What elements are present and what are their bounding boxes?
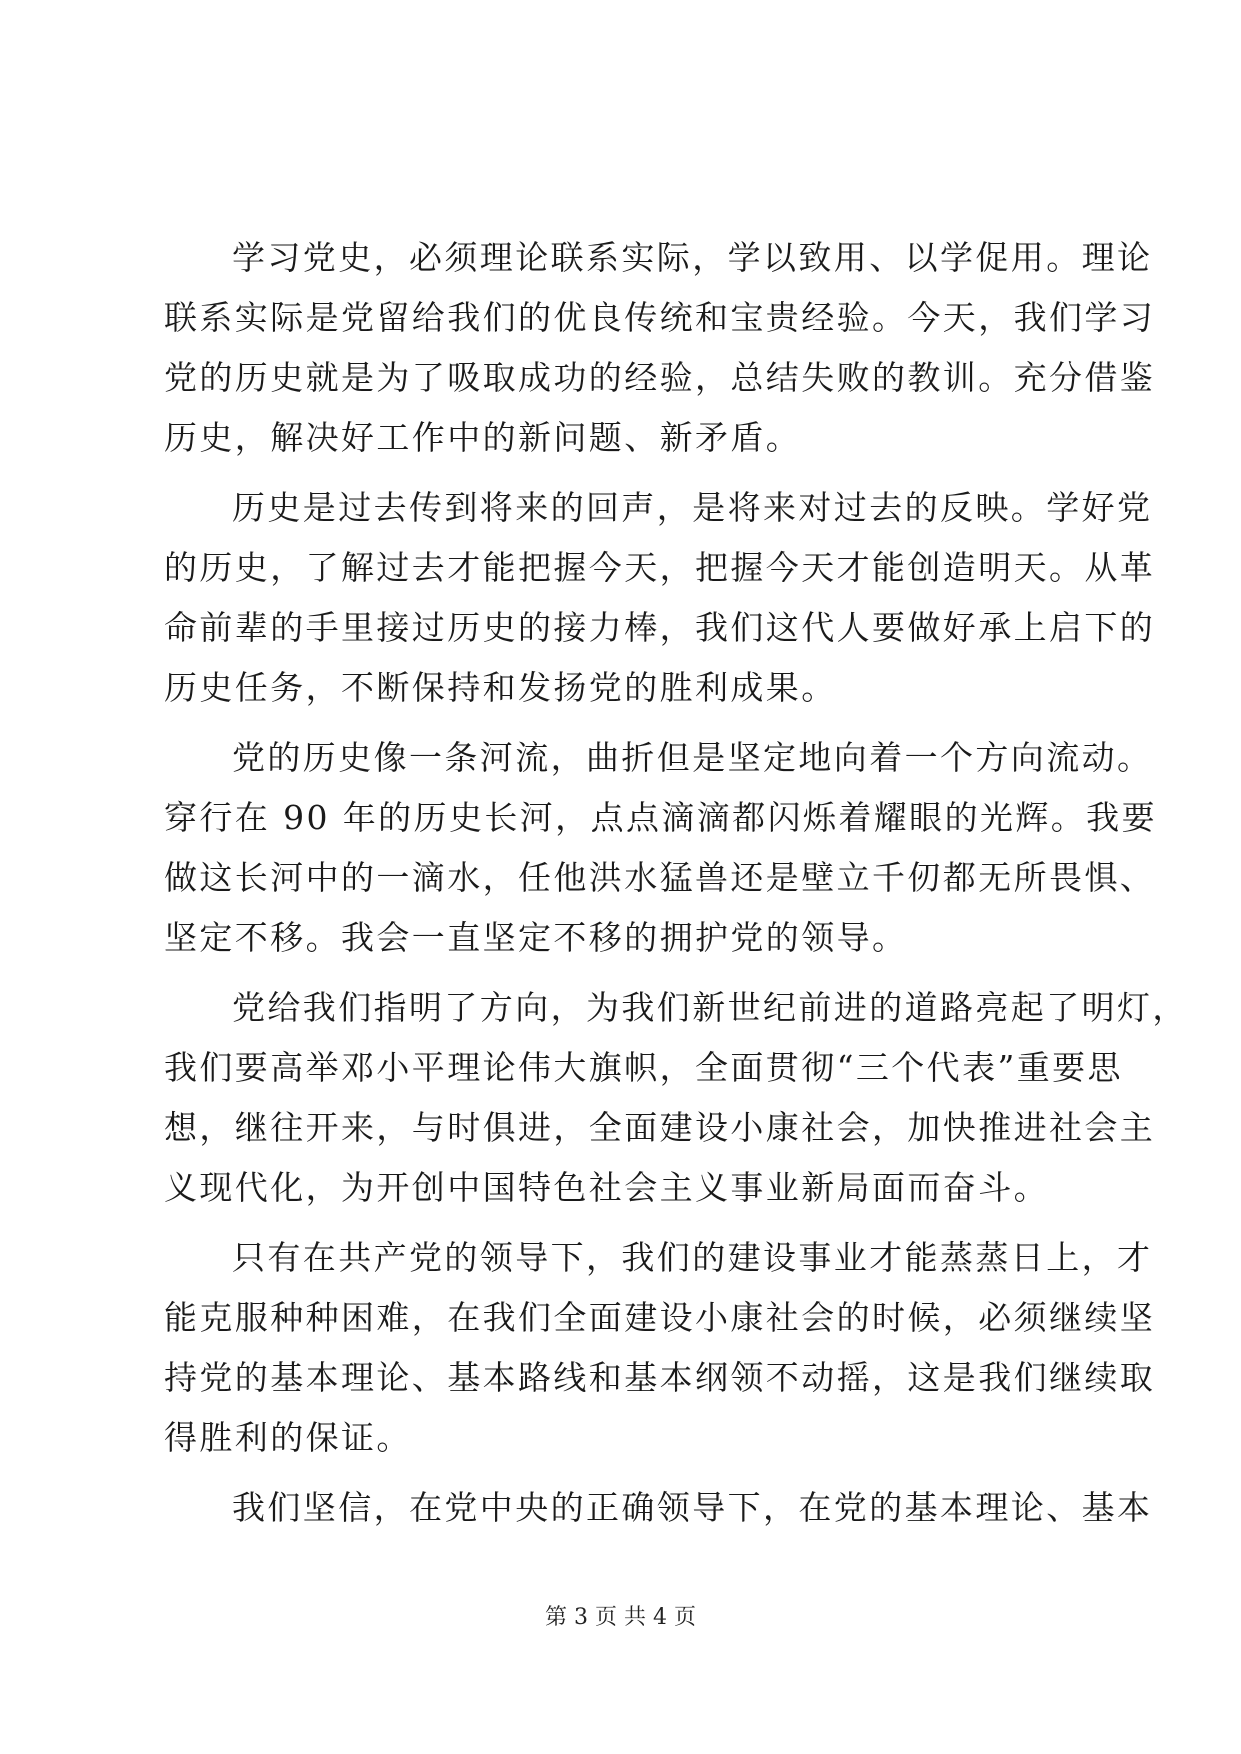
paragraph-2 xyxy=(164,478,1156,718)
text-line: 党的历史就是为了吸取成功的经验，总结失败的教训。充分借鉴 xyxy=(164,358,1156,397)
paragraph-6 xyxy=(164,1478,1153,1538)
document-body xyxy=(164,228,1188,1548)
text-line: 得胜利的保证。 xyxy=(164,1418,412,1457)
paragraph-5 xyxy=(164,1228,1156,1468)
text-line: 穿行在 90 年的历史长河，点点滴滴都闪烁着耀眼的光辉。我要 xyxy=(164,798,1157,837)
text-line: 做这长河中的一滴水，任他洪水猛兽还是壁立千仞都无所畏惧、 xyxy=(164,858,1156,897)
text-line: 命前辈的手里接过历史的接力棒，我们这代人要做好承上启下的 xyxy=(164,608,1156,647)
text-line: 想，继往开来，与时俱进，全面建设小康社会，加快推进社会主 xyxy=(164,1108,1156,1147)
text-line: 历史是过去传到将来的回声，是将来对过去的反映。学好党 xyxy=(232,488,1153,527)
text-line: 联系实际是党留给我们的优良传统和宝贵经验。今天，我们学习 xyxy=(164,298,1156,337)
paragraph-1 xyxy=(164,228,1156,468)
paragraph-4 xyxy=(164,978,1188,1218)
text-line: 只有在共产党的领导下，我们的建设事业才能蒸蒸日上，才 xyxy=(232,1238,1153,1277)
text-line: 党给我们指明了方向，为我们新世纪前进的道路亮起了明灯， xyxy=(232,988,1188,1027)
text-line: 义现代化，为开创中国特色社会主义事业新局面而奋斗。 xyxy=(164,1168,1049,1207)
text-line: 党的历史像一条河流，曲折但是坚定地向着一个方向流动。 xyxy=(232,738,1153,777)
text-line: 历史任务，不断保持和发扬党的胜利成果。 xyxy=(164,668,837,707)
text-line: 我们坚信，在党中央的正确领导下，在党的基本理论、基本 xyxy=(232,1488,1153,1527)
text-line: 学习党史，必须理论联系实际，学以致用、以学促用。理论 xyxy=(232,238,1153,277)
text-line: 能克服种种困难，在我们全面建设小康社会的时候，必须继续坚 xyxy=(164,1298,1156,1337)
page-number-footer: 第 3 页 共 4 页 xyxy=(545,1605,696,1630)
text-line: 坚定不移。我会一直坚定不移的拥护党的领导。 xyxy=(164,918,908,957)
text-line: 我们要高举邓小平理论伟大旗帜，全面贯彻“三个代表”重要思 xyxy=(164,1048,1123,1087)
text-line: 历史，解决好工作中的新问题、新矛盾。 xyxy=(164,418,802,457)
text-line: 持党的基本理论、基本路线和基本纲领不动摇，这是我们继续取 xyxy=(164,1358,1156,1397)
text-line: 的历史，了解过去才能把握今天，把握今天才能创造明天。从革 xyxy=(164,548,1156,587)
paragraph-3 xyxy=(164,728,1157,968)
